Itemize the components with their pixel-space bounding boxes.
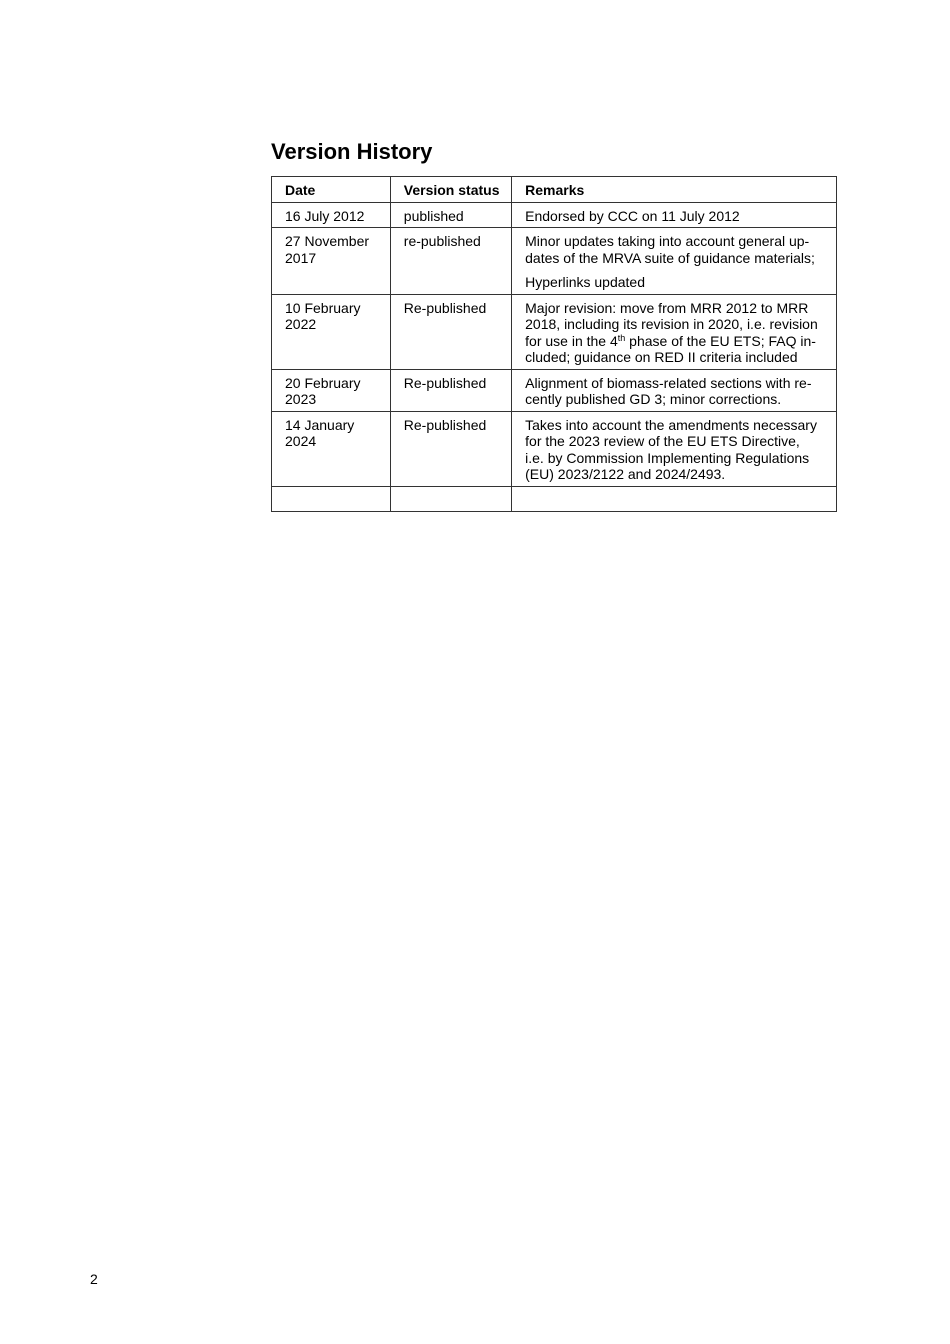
remarks-text: Endorsed by CCC on 11 July 2012: [525, 207, 740, 224]
table-row: [272, 411, 837, 486]
remarks-text: Alignment of biomass-related sections with re-: [525, 374, 812, 391]
date-cell: [272, 294, 391, 369]
page-number: 2: [90, 1271, 98, 1287]
remarks-cell: [512, 369, 837, 411]
table-row: [272, 228, 837, 295]
empty-table-row: [272, 486, 837, 511]
header-remarks: Remarks: [512, 177, 837, 203]
date-text: 2023: [285, 391, 317, 407]
date-text: 20 February: [285, 374, 361, 391]
ordinal-superscript: th: [617, 332, 626, 343]
table-row: [272, 294, 837, 369]
remarks-text: cluded; guidance on RED II criteria included: [525, 349, 798, 365]
header-version-status: Version status: [390, 177, 511, 203]
remarks-text: (EU) 2023/2122 and 2024/2493.: [525, 466, 726, 482]
date-text: 14 January: [285, 416, 355, 433]
status-cell: re-published: [390, 228, 511, 295]
remarks-cell: [512, 202, 837, 228]
remarks-text-part: for use in the 4: [525, 332, 618, 349]
remarks-text: for the 2023 review of the EU ETS Directive,: [525, 433, 800, 449]
remarks-cell: [512, 411, 837, 486]
remarks-text: 2018, including its revision in 2020, i.e. revision: [525, 316, 818, 332]
table-row: [272, 369, 837, 411]
section-title: Version History: [271, 139, 433, 164]
date-text: 10 February: [285, 299, 361, 316]
status-cell: published: [390, 202, 511, 228]
date-cell: [272, 369, 391, 411]
date-cell: [272, 202, 391, 228]
date-text: 27 November: [285, 233, 370, 249]
table-row: [272, 202, 837, 228]
remarks-text: [525, 333, 828, 350]
remarks-text: i.e. by Commission Implementing Regulations: [525, 449, 810, 466]
date-cell: [272, 228, 391, 295]
header-date: Date: [272, 177, 391, 203]
remarks-cell: [512, 294, 837, 369]
date-text: 2022: [285, 316, 317, 332]
status-cell: Re-published: [390, 411, 511, 486]
empty-cell: [512, 486, 837, 511]
table-header-row: [272, 177, 837, 203]
status-cell: Re-published: [390, 369, 511, 411]
remarks-text: Hyperlinks updated: [525, 274, 645, 290]
remarks-text: dates of the MRVA suite of guidance materials;: [525, 249, 815, 266]
remarks-text: Minor updates taking into account general up-: [525, 233, 810, 249]
remarks-text: Takes into account the amendments necessary: [525, 416, 817, 433]
remarks-cell: [512, 228, 837, 295]
remarks-text: Major revision: move from MRR 2012 to MRR: [525, 299, 809, 316]
date-cell: [272, 411, 391, 486]
remarks-text-part: phase of the EU ETS; FAQ in-: [625, 332, 816, 349]
date-text: 2024: [285, 433, 317, 449]
date-text: 2017: [285, 249, 317, 266]
version-history-table: [271, 176, 837, 512]
empty-cell: [272, 486, 391, 511]
date-text: 16 July 2012: [285, 207, 365, 224]
remarks-text: cently published GD 3; minor corrections.: [525, 391, 782, 407]
status-cell: Re-published: [390, 294, 511, 369]
empty-cell: [390, 486, 511, 511]
